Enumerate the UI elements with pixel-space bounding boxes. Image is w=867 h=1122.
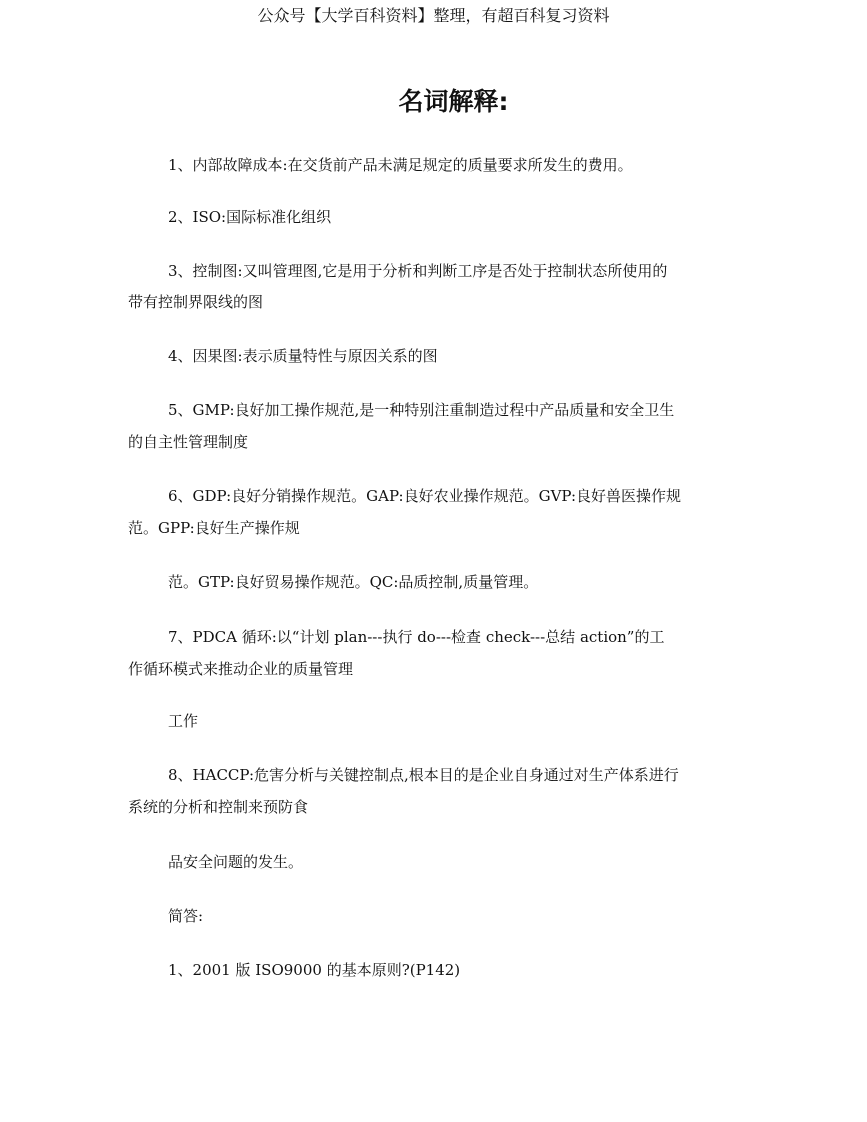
definition-8: 8、HACCP:危害分析与关键控制点,根本目的是企业自身通过对生产体系进行 bbox=[168, 766, 679, 784]
definition-7-cont: 作循环模式来推动企业的质量管理 bbox=[128, 660, 354, 678]
definition-6-cont: 范。GPP:良好生产操作规 bbox=[128, 519, 300, 537]
definition-8-cont2: 品安全问题的发生。 bbox=[168, 853, 304, 871]
definition-3: 3、控制图:又叫管理图,它是用于分析和判断工序是否处于控制状态所使用的 bbox=[168, 262, 668, 280]
short-answer-heading: 简答: bbox=[168, 907, 204, 925]
definition-6-cont2: 范。GTP:良好贸易操作规范。QC:品质控制,质量管理。 bbox=[168, 573, 539, 591]
definition-7: 7、PDCA 循环:以“计划 plan---执行 do---检查 check---总结 action”的工 bbox=[168, 628, 665, 646]
question-1: 1、2001 版 ISO9000 的基本原则?(P142) bbox=[168, 961, 461, 979]
definition-1: 1、内部故障成本:在交货前产品未满足规定的质量要求所发生的费用。 bbox=[168, 156, 633, 174]
definition-6: 6、GDP:良好分销操作规范。GAP:良好农业操作规范。GVP:良好兽医操作规 bbox=[168, 487, 682, 505]
definition-7-cont2: 工作 bbox=[168, 712, 199, 730]
definition-8-cont: 系统的分析和控制来预防食 bbox=[128, 798, 309, 816]
definition-4: 4、因果图:表示质量特性与原因关系的图 bbox=[168, 347, 438, 365]
definition-3-cont: 带有控制界限线的图 bbox=[128, 293, 264, 311]
definition-5: 5、GMP:良好加工操作规范,是一种特别注重制造过程中产品质量和安全卫生 bbox=[168, 401, 675, 419]
section-title: 名词解释: bbox=[398, 87, 509, 116]
definition-2: 2、ISO:国际标准化组织 bbox=[168, 208, 332, 226]
definition-5-cont: 的自主性管理制度 bbox=[128, 433, 249, 451]
page-header: 公众号【大学百科资料】整理，有超百科复习资料 bbox=[257, 6, 610, 25]
